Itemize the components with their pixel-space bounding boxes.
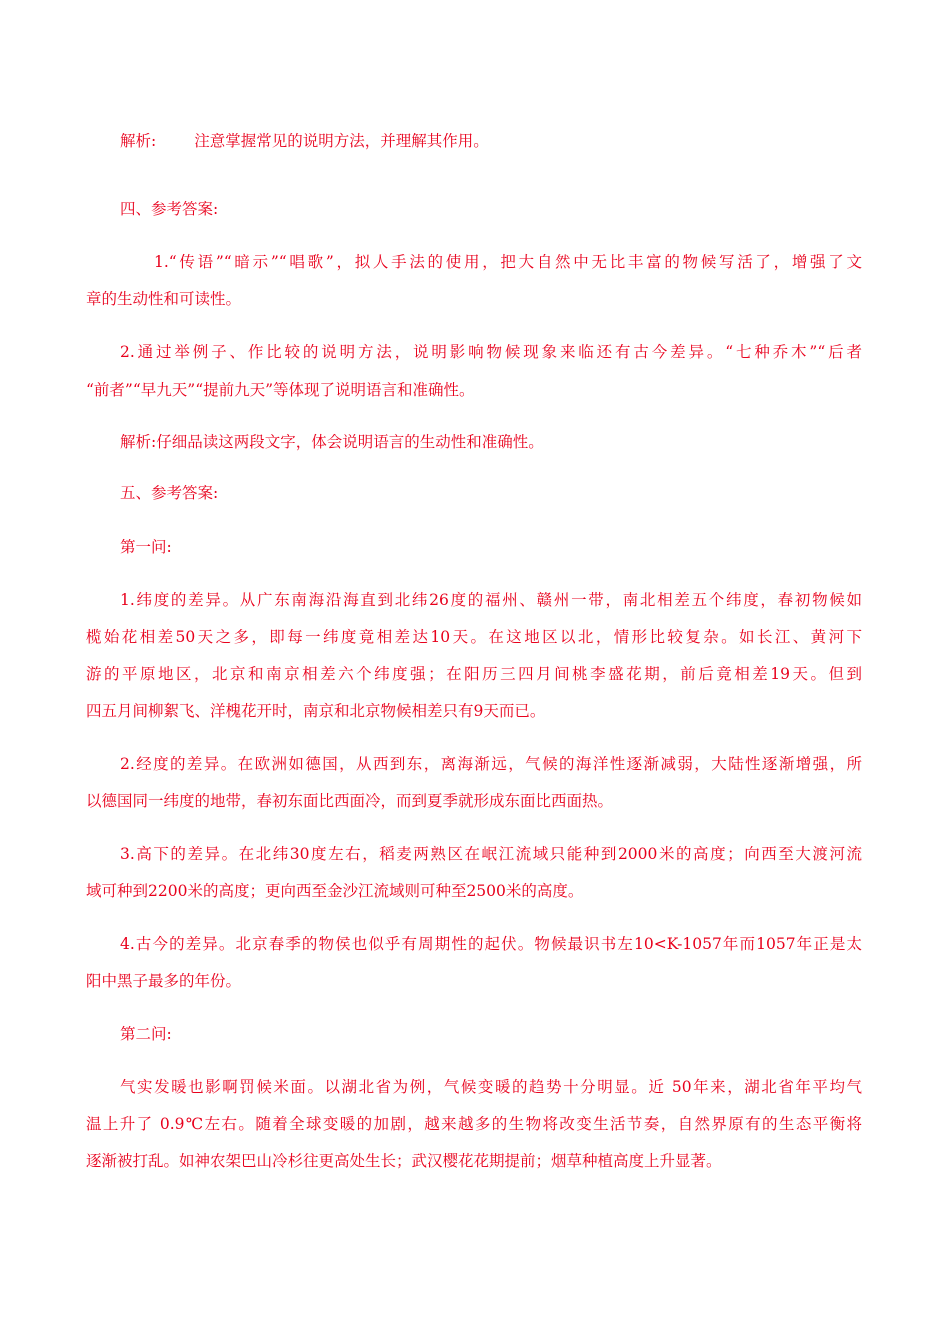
question-1-heading: 第一问: [120, 538, 172, 556]
altitude-line-1: 3.高下的差异。在北纬30度左右，稻麦两熟区在岷江流域只能种到2000米的高度；向西至大渡河流 [120, 845, 862, 863]
section-4-heading: 四、参考答案: [120, 200, 219, 218]
warming-line-2: 温上升了 0.9℃左右。随着全球变暖的加剧，越来越多的生物将改变生活节奏，自然界原有的生态平衡将 [86, 1115, 862, 1133]
longitude-line-1: 2.经度的差异。在欧洲如德国，从西到东，离海渐远，气候的海洋性逐渐减弱，大陆性逐渐增强，所 [120, 755, 862, 773]
latitude-line-3: 游的平原地区，北京和南京相差六个纬度强；在阳历三四月间桃李盛花期，前后竟相差19天。但到 [86, 665, 862, 683]
latitude-line-2: 榄始花相差50天之多，即每一纬度竟相差达10天。在这地区以北，情形比较复杂。如长江、黄河下 [86, 628, 862, 646]
latitude-line-4: 四五月间柳絮飞、洋槐花开时，南京和北京物候相差只有9天而已。 [86, 702, 546, 720]
section-5-heading: 五、参考答案: [120, 484, 219, 502]
answer-4-2-line-1: 2.通过举例子、作比较的说明方法，说明影响物候现象来临还有古今差异。“七种乔木”“后者 [120, 343, 862, 361]
ancient-modern-line-2: 阳中黑子最多的年份。 [86, 972, 242, 990]
longitude-line-2: 以德国同一纬度的地带，春初东面比西面冷，而到夏季就形成东面比西面热。 [86, 792, 614, 810]
question-2-heading: 第二问: [120, 1025, 172, 1043]
altitude-line-2: 域可种到2200米的高度；更向西至金沙江流域则可种至2500米的高度。 [86, 882, 584, 900]
ancient-modern-line-1: 4.古今的差异。北京春季的物侯也似乎有周期性的起伏。物候最识书左10<K-1057年而1057年正是太 [120, 935, 862, 953]
warming-line-1: 气实发暖也影啊罚候米面。以湖北省为例，气候变暖的趋势十分明显。近 50年来，湖北省年平均气 [120, 1078, 862, 1096]
analysis-text: 注意掌握常见的说明方法，并理解其作用。 [194, 132, 489, 150]
analysis-label: 解析: [120, 132, 157, 150]
answer-4-2-line-2: “前者”“早九天”“提前九天”等体现了说明语言和准确性。 [86, 381, 475, 399]
warming-line-3: 逐渐被打乱。如神农架巴山冷杉往更高处生长；武汉樱花花期提前；烟草种植高度上升显著。 [86, 1152, 722, 1170]
analysis-line [120, 131, 489, 151]
answer-4-1-line-2: 章的生动性和可读性。 [86, 290, 242, 308]
analysis-4: 解析:仔细品读这两段文字，体会说明语言的生动性和准确性。 [120, 433, 544, 451]
latitude-line-1: 1.纬度的差异。从广东南海沿海直到北纬26度的福州、赣州一带，南北相差五个纬度，春初物候如 [120, 591, 862, 609]
answer-4-1-line-1: 1.“传语”“暗示”“唱歌”，拟人手法的使用，把大自然中无比丰富的物候写活了，增强了文 [154, 253, 862, 271]
